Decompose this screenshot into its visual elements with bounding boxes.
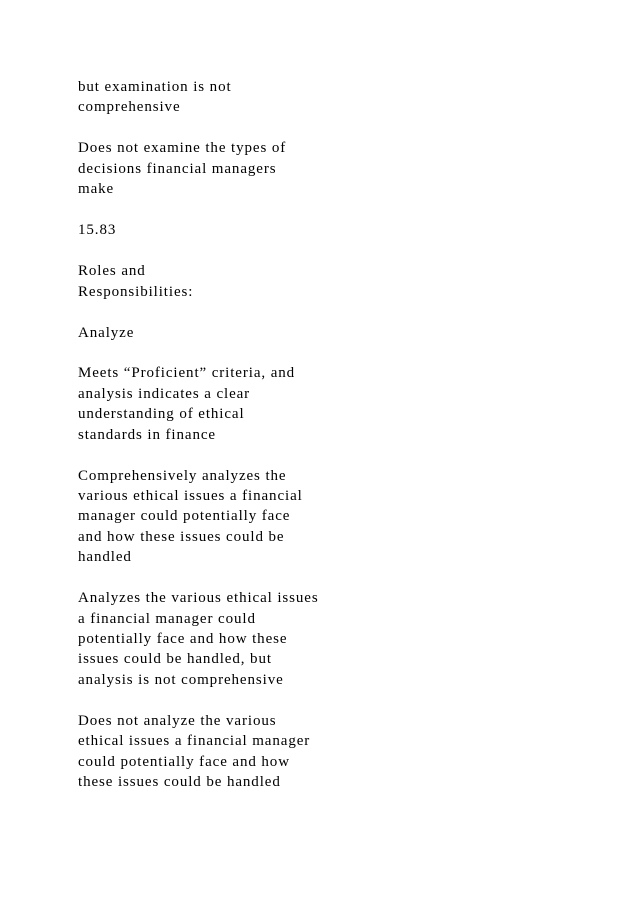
text-line: Comprehensively analyzes the bbox=[78, 467, 287, 484]
text-line: issues could be handled, but bbox=[78, 651, 272, 668]
text-line: could potentially face and how bbox=[78, 753, 290, 770]
text-line: handled bbox=[78, 549, 132, 566]
criterion-subtitle: Analyze bbox=[78, 324, 135, 341]
criterion-title-line: Roles and bbox=[78, 263, 146, 280]
text-line: standards in finance bbox=[78, 426, 216, 443]
text-line: Meets “Proficient” criteria, and bbox=[78, 365, 296, 382]
text-line: manager could potentially face bbox=[78, 508, 291, 525]
text-line: a financial manager could bbox=[78, 610, 256, 627]
paragraph-criterion-subtitle bbox=[78, 323, 368, 343]
text-line: ethical issues a financial manager bbox=[78, 733, 311, 750]
paragraph-exemplary bbox=[78, 363, 368, 445]
text-line: but examination is not bbox=[78, 79, 232, 95]
paragraph-does-not-examine bbox=[78, 138, 368, 199]
score-value: 15.83 bbox=[78, 222, 117, 239]
text-line: analysis indicates a clear bbox=[78, 385, 251, 402]
paragraph-proficient bbox=[78, 466, 368, 568]
text-line: comprehensive bbox=[78, 99, 181, 116]
paragraph-examination-not-comprehensive bbox=[78, 77, 368, 118]
paragraph-not-evident bbox=[78, 711, 368, 793]
text-line: Analyzes the various ethical issues bbox=[78, 590, 319, 607]
text-line: and how these issues could be bbox=[78, 528, 285, 545]
text-line: these issues could be handled bbox=[78, 773, 281, 790]
paragraph-score bbox=[78, 220, 368, 240]
criterion-title-line: Responsibilities: bbox=[78, 283, 194, 300]
text-line: decisions financial managers bbox=[78, 160, 277, 177]
document-body bbox=[78, 77, 368, 813]
text-line: various ethical issues a financial bbox=[78, 488, 303, 505]
paragraph-needs-improvement bbox=[78, 588, 368, 690]
text-line: analysis is not comprehensive bbox=[78, 671, 284, 688]
text-line: Does not examine the types of bbox=[78, 140, 287, 157]
text-line: understanding of ethical bbox=[78, 406, 245, 423]
text-line: make bbox=[78, 181, 115, 198]
paragraph-criterion-title bbox=[78, 261, 368, 302]
text-line: Does not analyze the various bbox=[78, 712, 277, 729]
text-line: potentially face and how these bbox=[78, 630, 288, 647]
